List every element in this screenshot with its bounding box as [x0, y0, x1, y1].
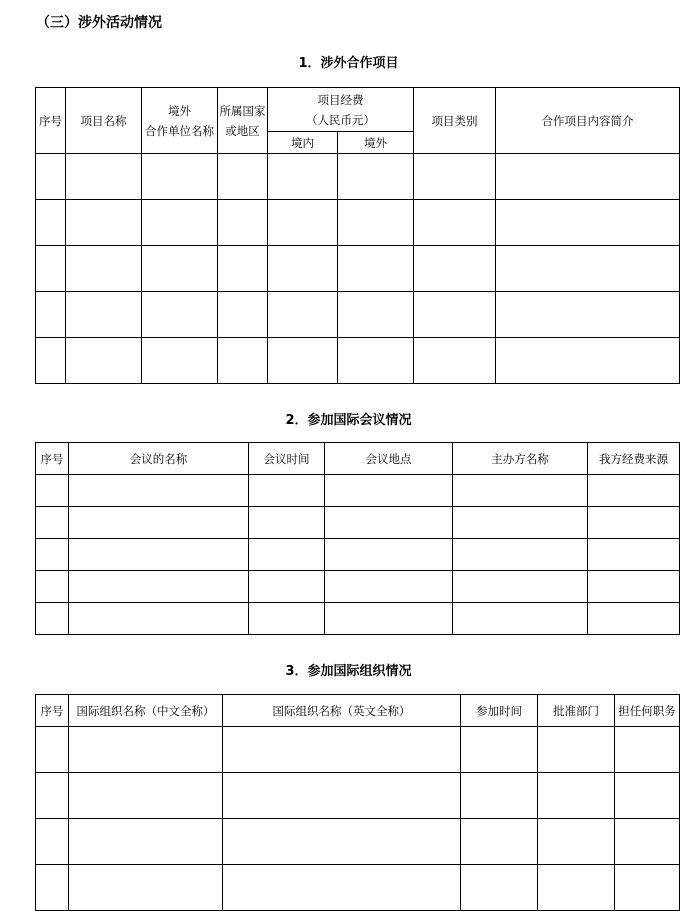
- section2-title: 2．参加国际会议情况: [285, 413, 412, 428]
- empty-cell[interactable]: [453, 507, 588, 539]
- empty-cell[interactable]: [223, 819, 461, 865]
- empty-cell[interactable]: [414, 200, 496, 246]
- table-row: [36, 338, 680, 384]
- header-funds-line2: （人民币元）: [306, 112, 375, 127]
- meeting-rows: [36, 475, 680, 635]
- header-country: [218, 88, 268, 154]
- empty-cell[interactable]: [461, 773, 538, 819]
- empty-cell[interactable]: [142, 338, 218, 384]
- empty-cell[interactable]: [66, 246, 142, 292]
- empty-cell[interactable]: [268, 154, 338, 200]
- table-row: [36, 865, 680, 911]
- empty-cell[interactable]: [588, 571, 680, 603]
- empty-cell[interactable]: [615, 865, 680, 911]
- header-country-line2: 或地区: [225, 123, 260, 138]
- empty-cell[interactable]: [453, 539, 588, 571]
- empty-cell[interactable]: [414, 154, 496, 200]
- empty-cell[interactable]: [453, 571, 588, 603]
- header-domestic: 境内: [268, 132, 338, 154]
- international-organizations-table: [35, 694, 680, 911]
- empty-cell[interactable]: [496, 200, 680, 246]
- international-meetings-table: [35, 442, 680, 635]
- empty-cell[interactable]: [36, 200, 66, 246]
- empty-cell[interactable]: [142, 154, 218, 200]
- header-partner: [142, 88, 218, 154]
- empty-cell[interactable]: [66, 200, 142, 246]
- table-row: [36, 727, 680, 773]
- empty-cell[interactable]: [69, 603, 249, 635]
- empty-cell[interactable]: [218, 200, 268, 246]
- cooperation-rows: [36, 154, 680, 384]
- empty-cell[interactable]: [268, 292, 338, 338]
- empty-cell[interactable]: [615, 773, 680, 819]
- empty-cell[interactable]: [36, 727, 69, 773]
- empty-cell[interactable]: [325, 571, 453, 603]
- header-org-name-cn: 国际组织名称（中文全称）: [69, 695, 223, 727]
- empty-cell[interactable]: [588, 539, 680, 571]
- empty-cell[interactable]: [338, 154, 414, 200]
- empty-cell[interactable]: [338, 292, 414, 338]
- empty-cell[interactable]: [453, 475, 588, 507]
- table-row: [36, 773, 680, 819]
- empty-cell[interactable]: [69, 865, 223, 911]
- empty-cell[interactable]: [414, 338, 496, 384]
- header-meeting-location: 会议地点: [325, 443, 453, 475]
- empty-cell[interactable]: [588, 475, 680, 507]
- empty-cell[interactable]: [461, 865, 538, 911]
- empty-cell[interactable]: [414, 246, 496, 292]
- header-overseas: 境外: [338, 132, 414, 154]
- table-row: [36, 603, 680, 635]
- empty-cell[interactable]: [142, 292, 218, 338]
- empty-cell[interactable]: [36, 507, 69, 539]
- empty-cell[interactable]: [338, 246, 414, 292]
- empty-cell[interactable]: [36, 154, 66, 200]
- empty-cell[interactable]: [66, 292, 142, 338]
- empty-cell[interactable]: [249, 507, 325, 539]
- empty-cell[interactable]: [36, 571, 69, 603]
- empty-cell[interactable]: [66, 338, 142, 384]
- table-row: [36, 819, 680, 865]
- empty-cell[interactable]: [496, 292, 680, 338]
- empty-cell[interactable]: [36, 475, 69, 507]
- header-meeting-time: 会议时间: [249, 443, 325, 475]
- empty-cell[interactable]: [338, 200, 414, 246]
- empty-cell[interactable]: [461, 819, 538, 865]
- table-row: [36, 154, 680, 200]
- table-row: [36, 571, 680, 603]
- table-row: [36, 539, 680, 571]
- empty-cell[interactable]: [36, 338, 66, 384]
- table-row: [36, 200, 680, 246]
- header-org-name-en: 国际组织名称（英文全称）: [223, 695, 461, 727]
- empty-cell[interactable]: [36, 773, 69, 819]
- empty-cell[interactable]: [69, 539, 249, 571]
- empty-cell[interactable]: [249, 539, 325, 571]
- empty-cell[interactable]: [69, 773, 223, 819]
- empty-cell[interactable]: [223, 773, 461, 819]
- empty-cell[interactable]: [218, 246, 268, 292]
- empty-cell[interactable]: [588, 507, 680, 539]
- empty-cell[interactable]: [496, 338, 680, 384]
- empty-cell[interactable]: [338, 338, 414, 384]
- header-country-line1: 所属国家: [219, 103, 266, 118]
- empty-cell[interactable]: [538, 727, 615, 773]
- empty-cell[interactable]: [69, 819, 223, 865]
- empty-cell[interactable]: [36, 539, 69, 571]
- empty-cell[interactable]: [496, 154, 680, 200]
- empty-cell[interactable]: [69, 475, 249, 507]
- header-partner-line1: 境外: [168, 103, 191, 118]
- empty-cell[interactable]: [268, 246, 338, 292]
- empty-cell[interactable]: [325, 475, 453, 507]
- empty-cell[interactable]: [615, 727, 680, 773]
- header-seq: 序号: [36, 695, 69, 727]
- empty-cell[interactable]: [66, 154, 142, 200]
- header-join-time: 参加时间: [461, 695, 538, 727]
- empty-cell[interactable]: [453, 603, 588, 635]
- header-approval-dept: 批准部门: [538, 695, 615, 727]
- header-partner-line2: 合作单位名称: [145, 123, 214, 138]
- header-funding-source: 我方经费来源: [588, 443, 680, 475]
- empty-cell[interactable]: [142, 246, 218, 292]
- header-meeting-name: 会议的名称: [69, 443, 249, 475]
- header-seq: 序号: [36, 443, 69, 475]
- empty-cell[interactable]: [538, 865, 615, 911]
- header-category: 项目类别: [414, 88, 496, 154]
- section-heading: （三）涉外活动情况: [36, 15, 162, 31]
- table-row: [36, 507, 680, 539]
- empty-cell[interactable]: [325, 603, 453, 635]
- empty-cell[interactable]: [218, 292, 268, 338]
- empty-cell[interactable]: [588, 603, 680, 635]
- empty-cell[interactable]: [249, 603, 325, 635]
- empty-cell[interactable]: [249, 475, 325, 507]
- empty-cell[interactable]: [496, 246, 680, 292]
- header-funds: [268, 88, 414, 132]
- empty-cell[interactable]: [36, 819, 69, 865]
- table-row: [36, 475, 680, 507]
- empty-cell[interactable]: [538, 773, 615, 819]
- empty-cell[interactable]: [615, 819, 680, 865]
- empty-cell[interactable]: [414, 292, 496, 338]
- empty-cell[interactable]: [36, 603, 69, 635]
- empty-cell[interactable]: [325, 507, 453, 539]
- table-row: [36, 292, 680, 338]
- empty-cell[interactable]: [36, 292, 66, 338]
- organization-rows: [36, 727, 680, 911]
- empty-cell[interactable]: [69, 727, 223, 773]
- empty-cell[interactable]: [268, 338, 338, 384]
- foreign-cooperation-table: [35, 87, 680, 384]
- empty-cell[interactable]: [69, 571, 249, 603]
- section3-title: 3．参加国际组织情况: [285, 664, 412, 679]
- header-seq: 序号: [36, 88, 66, 154]
- header-summary: 合作项目内容简介: [496, 88, 680, 154]
- empty-cell[interactable]: [538, 819, 615, 865]
- empty-cell[interactable]: [461, 727, 538, 773]
- header-position: 担任何职务: [615, 695, 680, 727]
- header-organizer: 主办方名称: [453, 443, 588, 475]
- empty-cell[interactable]: [249, 571, 325, 603]
- table-row: [36, 246, 680, 292]
- empty-cell[interactable]: [36, 865, 69, 911]
- header-funds-line1: 项目经费: [317, 92, 364, 107]
- empty-cell[interactable]: [218, 154, 268, 200]
- empty-cell[interactable]: [223, 865, 461, 911]
- empty-cell[interactable]: [325, 539, 453, 571]
- empty-cell[interactable]: [69, 507, 249, 539]
- empty-cell[interactable]: [142, 200, 218, 246]
- section1-title: 1．涉外合作项目: [298, 56, 399, 71]
- empty-cell[interactable]: [223, 727, 461, 773]
- empty-cell[interactable]: [36, 246, 66, 292]
- empty-cell[interactable]: [268, 200, 338, 246]
- header-project-name: 项目名称: [66, 88, 142, 154]
- empty-cell[interactable]: [218, 338, 268, 384]
